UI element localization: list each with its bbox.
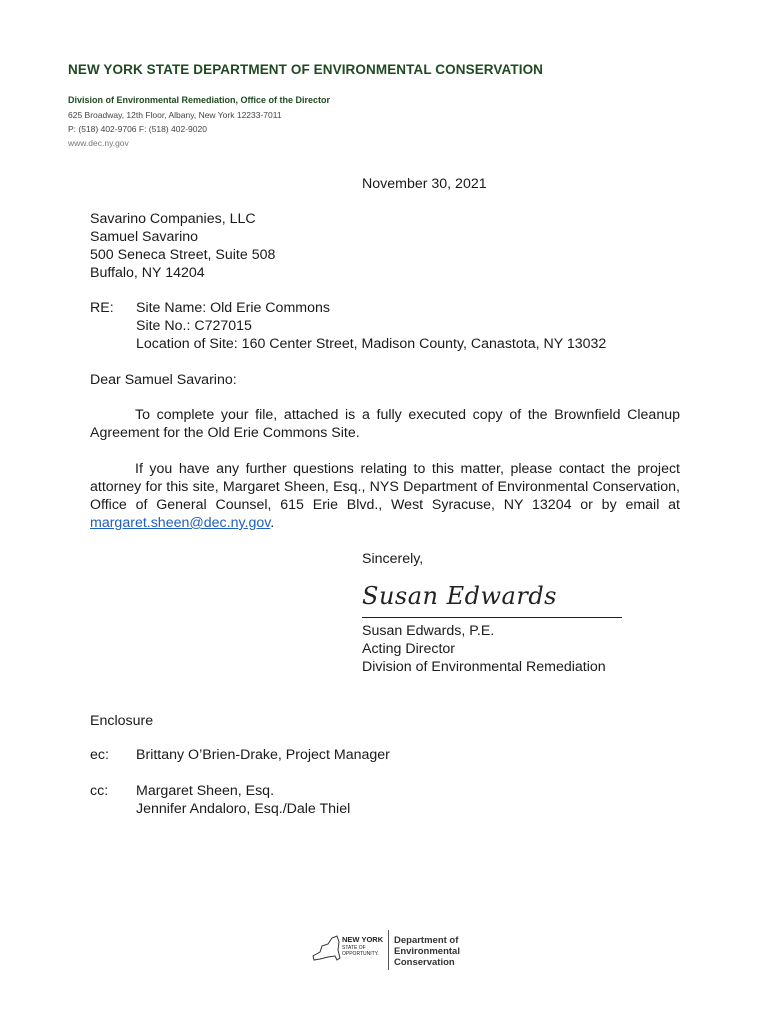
re-site-name: Site Name: Old Erie Commons xyxy=(136,300,330,316)
ny-line-2: STATE OF xyxy=(342,945,366,951)
dept-line-2: Environmental xyxy=(394,946,460,957)
email-link[interactable]: margaret.sheen@dec.ny.gov xyxy=(90,515,271,531)
ec-label: ec: xyxy=(90,747,109,763)
cc-label: cc: xyxy=(90,783,109,799)
closing: Sincerely, xyxy=(362,551,424,567)
address-line: 625 Broadway, 12th Floor, Albany, New York 12233-7011 xyxy=(68,110,282,120)
cc-recipient-2: Jennifer Andaloro, Esq./Dale Thiel xyxy=(136,801,351,817)
signer-division: Division of Environmental Remediation xyxy=(362,659,606,675)
re-site-location: Location of Site: 160 Center Street, Madison County, Canastota, NY 13032 xyxy=(136,336,607,352)
ny-line-1: NEW YORK xyxy=(342,935,384,944)
dept-line-1: Department of xyxy=(394,935,459,946)
ny-line-3: OPPORTUNITY. xyxy=(342,951,379,957)
paragraph-1-text: To complete your file, attached is a fully executed copy of the Brownfield Cleanup Agreement for the Old Erie Commons Site. xyxy=(90,407,680,441)
paragraph-1 xyxy=(90,406,680,442)
handwritten-signature: Susan Edwards xyxy=(362,582,557,610)
cc-recipient-1: Margaret Sheen, Esq. xyxy=(136,783,275,799)
website-line: www.dec.ny.gov xyxy=(68,138,129,148)
recipient-name: Samuel Savarino xyxy=(90,229,199,245)
ec-recipient: Brittany O’Brien-Drake, Project Manager xyxy=(136,747,390,763)
phone-fax-line: P: (518) 402-9706 F: (518) 402-9020 xyxy=(68,124,207,134)
ny-state-map-icon xyxy=(310,932,344,966)
paragraph-2 xyxy=(90,460,680,532)
dept-line-3: Conservation xyxy=(394,957,455,968)
recipient-street: 500 Seneca Street, Suite 508 xyxy=(90,247,276,263)
signature-line xyxy=(362,617,622,618)
re-label: RE: xyxy=(90,300,114,316)
paragraph-2-end: . xyxy=(270,515,275,531)
logo-divider xyxy=(388,930,389,970)
recipient-city: Buffalo, NY 14204 xyxy=(90,265,205,281)
division-line: Division of Environmental Remediation, Office of the Director xyxy=(68,95,331,105)
agency-title: NEW YORK STATE DEPARTMENT OF ENVIRONMENTAL CONSERVATION xyxy=(68,62,544,77)
paragraph-2-text: If you have any further questions relating to this matter, please contact the project attorney for this site, Margaret Sheen, Esq., NYS Department of Environmental Conservation, Office of General Counsel, 615 Erie Blvd., West Syracuse, NY 13204 or by email at xyxy=(90,461,680,513)
salutation: Dear Samuel Savarino: xyxy=(90,372,237,388)
letter-date: November 30, 2021 xyxy=(362,176,487,192)
signer-title: Acting Director xyxy=(362,641,456,657)
signer-name: Susan Edwards, P.E. xyxy=(362,623,495,639)
recipient-company: Savarino Companies, LLC xyxy=(90,211,256,227)
footer-logo xyxy=(310,928,470,974)
enclosure-label: Enclosure xyxy=(90,713,154,729)
re-site-number: Site No.: C727015 xyxy=(136,318,252,334)
